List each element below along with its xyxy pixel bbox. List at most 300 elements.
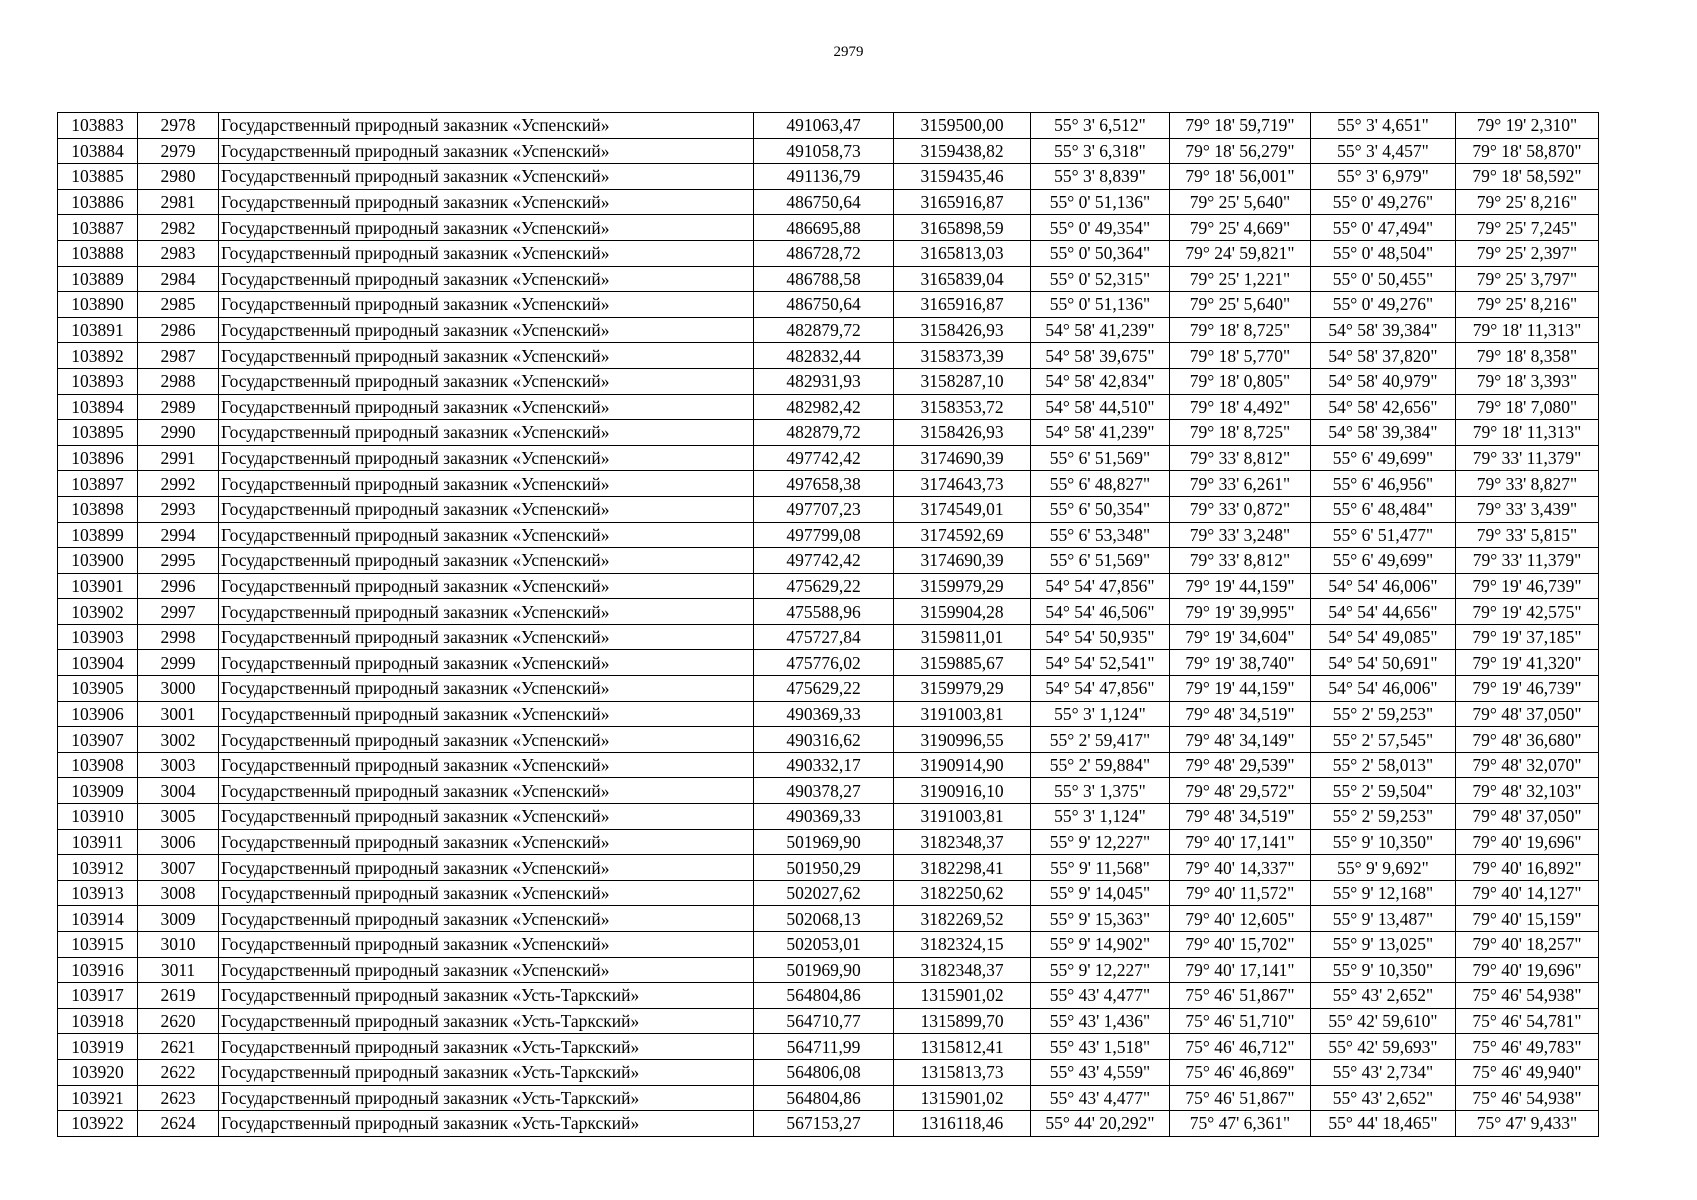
x-coordinate-cell: 497742,42	[754, 548, 894, 574]
y-coordinate-cell: 3182250,62	[894, 880, 1031, 906]
row-number-cell: 103914	[58, 906, 138, 932]
territory-name-cell: Государственный природный заказник «Успенский»	[219, 650, 754, 676]
row-number-cell: 103917	[58, 983, 138, 1009]
point-number-cell: 2620	[138, 1008, 219, 1034]
point-number-cell: 2995	[138, 548, 219, 574]
territory-name-cell: Государственный природный заказник «Успенский»	[219, 522, 754, 548]
point-number-cell: 2978	[138, 113, 219, 139]
latitude-1-cell: 55° 9' 15,363"	[1031, 906, 1170, 932]
table-row	[58, 138, 1599, 164]
y-coordinate-cell: 3158426,93	[894, 317, 1031, 343]
point-number-cell: 3008	[138, 880, 219, 906]
row-number-cell: 103893	[58, 368, 138, 394]
longitude-1-cell: 75° 47' 6,361"	[1170, 1111, 1311, 1137]
territory-name-cell: Государственный природный заказник «Успенский»	[219, 394, 754, 420]
row-number-cell: 103897	[58, 471, 138, 497]
latitude-1-cell: 55° 6' 53,348"	[1031, 522, 1170, 548]
table-row	[58, 624, 1599, 650]
table-row	[58, 292, 1599, 318]
y-coordinate-cell: 3165898,59	[894, 215, 1031, 241]
table-row	[58, 394, 1599, 420]
row-number-cell: 103884	[58, 138, 138, 164]
latitude-2-cell: 55° 43' 2,652"	[1311, 983, 1456, 1009]
row-number-cell: 103911	[58, 829, 138, 855]
y-coordinate-cell: 3190914,90	[894, 752, 1031, 778]
longitude-1-cell: 79° 48' 34,519"	[1170, 701, 1311, 727]
latitude-1-cell: 54° 54' 52,541"	[1031, 650, 1170, 676]
territory-name-cell: Государственный природный заказник «Успенский»	[219, 752, 754, 778]
longitude-1-cell: 79° 40' 17,141"	[1170, 957, 1311, 983]
territory-name-cell: Государственный природный заказник «Успенский»	[219, 471, 754, 497]
row-number-cell: 103902	[58, 599, 138, 625]
territory-name-cell: Государственный природный заказник «Успенский»	[219, 292, 754, 318]
latitude-1-cell: 55° 0' 51,136"	[1031, 292, 1170, 318]
table-row	[58, 113, 1599, 139]
longitude-2-cell: 79° 48' 36,680"	[1456, 727, 1599, 753]
longitude-1-cell: 79° 24' 59,821"	[1170, 240, 1311, 266]
table-row	[58, 445, 1599, 471]
longitude-2-cell: 79° 18' 11,313"	[1456, 317, 1599, 343]
row-number-cell: 103885	[58, 164, 138, 190]
latitude-1-cell: 55° 3' 8,839"	[1031, 164, 1170, 190]
longitude-1-cell: 79° 18' 56,279"	[1170, 138, 1311, 164]
longitude-2-cell: 75° 46' 54,938"	[1456, 983, 1599, 1009]
row-number-cell: 103896	[58, 445, 138, 471]
point-number-cell: 2985	[138, 292, 219, 318]
row-number-cell: 103887	[58, 215, 138, 241]
longitude-2-cell: 79° 25' 3,797"	[1456, 266, 1599, 292]
territory-name-cell: Государственный природный заказник «Успенский»	[219, 113, 754, 139]
longitude-1-cell: 79° 19' 44,159"	[1170, 573, 1311, 599]
longitude-2-cell: 79° 33' 11,379"	[1456, 445, 1599, 471]
x-coordinate-cell: 490332,17	[754, 752, 894, 778]
table-row	[58, 266, 1599, 292]
longitude-1-cell: 79° 33' 3,248"	[1170, 522, 1311, 548]
territory-name-cell: Государственный природный заказник «Успенский»	[219, 496, 754, 522]
table-row	[58, 189, 1599, 215]
table-row	[58, 1085, 1599, 1111]
x-coordinate-cell: 475776,02	[754, 650, 894, 676]
row-number-cell: 103895	[58, 420, 138, 446]
longitude-1-cell: 79° 18' 8,725"	[1170, 317, 1311, 343]
row-number-cell: 103905	[58, 676, 138, 702]
point-number-cell: 3007	[138, 855, 219, 881]
territory-name-cell: Государственный природный заказник «Успенский»	[219, 445, 754, 471]
longitude-1-cell: 79° 33' 8,812"	[1170, 548, 1311, 574]
latitude-2-cell: 54° 54' 49,085"	[1311, 624, 1456, 650]
latitude-1-cell: 54° 54' 47,856"	[1031, 573, 1170, 599]
x-coordinate-cell: 567153,27	[754, 1111, 894, 1137]
territory-name-cell: Государственный природный заказник «Успенский»	[219, 215, 754, 241]
longitude-1-cell: 79° 25' 5,640"	[1170, 292, 1311, 318]
table-row	[58, 829, 1599, 855]
point-number-cell: 3001	[138, 701, 219, 727]
row-number-cell: 103915	[58, 932, 138, 958]
longitude-2-cell: 79° 18' 7,080"	[1456, 394, 1599, 420]
latitude-2-cell: 55° 2' 59,253"	[1311, 701, 1456, 727]
latitude-2-cell: 55° 2' 58,013"	[1311, 752, 1456, 778]
longitude-2-cell: 79° 40' 16,892"	[1456, 855, 1599, 881]
y-coordinate-cell: 3165839,04	[894, 266, 1031, 292]
longitude-1-cell: 79° 40' 17,141"	[1170, 829, 1311, 855]
row-number-cell: 103900	[58, 548, 138, 574]
latitude-1-cell: 55° 43' 1,436"	[1031, 1008, 1170, 1034]
latitude-2-cell: 55° 2' 57,545"	[1311, 727, 1456, 753]
longitude-2-cell: 79° 40' 15,159"	[1456, 906, 1599, 932]
point-number-cell: 3006	[138, 829, 219, 855]
row-number-cell: 103922	[58, 1111, 138, 1137]
row-number-cell: 103909	[58, 778, 138, 804]
longitude-2-cell: 75° 46' 54,938"	[1456, 1085, 1599, 1111]
y-coordinate-cell: 3158426,93	[894, 420, 1031, 446]
latitude-2-cell: 55° 2' 59,253"	[1311, 804, 1456, 830]
x-coordinate-cell: 482982,42	[754, 394, 894, 420]
y-coordinate-cell: 1315901,02	[894, 1085, 1031, 1111]
longitude-1-cell: 79° 18' 4,492"	[1170, 394, 1311, 420]
latitude-2-cell: 55° 9' 12,168"	[1311, 880, 1456, 906]
latitude-2-cell: 54° 58' 42,656"	[1311, 394, 1456, 420]
point-number-cell: 2999	[138, 650, 219, 676]
longitude-2-cell: 79° 18' 58,870"	[1456, 138, 1599, 164]
latitude-2-cell: 55° 9' 9,692"	[1311, 855, 1456, 881]
row-number-cell: 103886	[58, 189, 138, 215]
longitude-2-cell: 79° 19' 41,320"	[1456, 650, 1599, 676]
latitude-2-cell: 55° 2' 59,504"	[1311, 778, 1456, 804]
point-number-cell: 2990	[138, 420, 219, 446]
latitude-1-cell: 55° 9' 12,227"	[1031, 829, 1170, 855]
y-coordinate-cell: 1315901,02	[894, 983, 1031, 1009]
y-coordinate-cell: 3165813,03	[894, 240, 1031, 266]
latitude-2-cell: 54° 58' 37,820"	[1311, 343, 1456, 369]
x-coordinate-cell: 486695,88	[754, 215, 894, 241]
latitude-2-cell: 54° 58' 39,384"	[1311, 317, 1456, 343]
longitude-1-cell: 79° 18' 56,001"	[1170, 164, 1311, 190]
y-coordinate-cell: 3159500,00	[894, 113, 1031, 139]
x-coordinate-cell: 564806,08	[754, 1059, 894, 1085]
x-coordinate-cell: 502053,01	[754, 932, 894, 958]
y-coordinate-cell: 1315899,70	[894, 1008, 1031, 1034]
table-row	[58, 932, 1599, 958]
point-number-cell: 2994	[138, 522, 219, 548]
longitude-1-cell: 75° 46' 46,712"	[1170, 1034, 1311, 1060]
latitude-2-cell: 55° 0' 48,504"	[1311, 240, 1456, 266]
longitude-2-cell: 79° 18' 58,592"	[1456, 164, 1599, 190]
y-coordinate-cell: 1315812,41	[894, 1034, 1031, 1060]
y-coordinate-cell: 3190996,55	[894, 727, 1031, 753]
latitude-1-cell: 55° 43' 4,559"	[1031, 1059, 1170, 1085]
longitude-1-cell: 79° 19' 34,604"	[1170, 624, 1311, 650]
latitude-1-cell: 55° 6' 51,569"	[1031, 548, 1170, 574]
longitude-1-cell: 75° 46' 46,869"	[1170, 1059, 1311, 1085]
latitude-1-cell: 55° 0' 51,136"	[1031, 189, 1170, 215]
point-number-cell: 2992	[138, 471, 219, 497]
x-coordinate-cell: 491058,73	[754, 138, 894, 164]
row-number-cell: 103908	[58, 752, 138, 778]
longitude-2-cell: 79° 25' 8,216"	[1456, 189, 1599, 215]
territory-name-cell: Государственный природный заказник «Успенский»	[219, 804, 754, 830]
longitude-2-cell: 79° 19' 46,739"	[1456, 573, 1599, 599]
latitude-1-cell: 54° 58' 39,675"	[1031, 343, 1170, 369]
table-row	[58, 343, 1599, 369]
y-coordinate-cell: 3165916,87	[894, 292, 1031, 318]
longitude-2-cell: 79° 48' 32,103"	[1456, 778, 1599, 804]
point-number-cell: 3005	[138, 804, 219, 830]
latitude-1-cell: 55° 43' 4,477"	[1031, 1085, 1170, 1111]
territory-name-cell: Государственный природный заказник «Успенский»	[219, 727, 754, 753]
table-row	[58, 676, 1599, 702]
table-row	[58, 1008, 1599, 1034]
latitude-2-cell: 55° 0' 49,276"	[1311, 292, 1456, 318]
table-row	[58, 215, 1599, 241]
x-coordinate-cell: 482931,93	[754, 368, 894, 394]
longitude-1-cell: 79° 33' 0,872"	[1170, 496, 1311, 522]
x-coordinate-cell: 486788,58	[754, 266, 894, 292]
table-row	[58, 778, 1599, 804]
y-coordinate-cell: 3182269,52	[894, 906, 1031, 932]
table-row	[58, 317, 1599, 343]
latitude-2-cell: 54° 54' 46,006"	[1311, 676, 1456, 702]
latitude-2-cell: 55° 9' 13,487"	[1311, 906, 1456, 932]
longitude-2-cell: 79° 19' 2,310"	[1456, 113, 1599, 139]
latitude-1-cell: 55° 9' 11,568"	[1031, 855, 1170, 881]
territory-name-cell: Государственный природный заказник «Успенский»	[219, 266, 754, 292]
longitude-1-cell: 75° 46' 51,867"	[1170, 1085, 1311, 1111]
point-number-cell: 2987	[138, 343, 219, 369]
row-number-cell: 103894	[58, 394, 138, 420]
latitude-2-cell: 55° 43' 2,734"	[1311, 1059, 1456, 1085]
territory-name-cell: Государственный природный заказник «Усть-Таркский»	[219, 1034, 754, 1060]
longitude-1-cell: 79° 33' 6,261"	[1170, 471, 1311, 497]
point-number-cell: 2989	[138, 394, 219, 420]
longitude-1-cell: 79° 48' 34,519"	[1170, 804, 1311, 830]
table-row	[58, 420, 1599, 446]
row-number-cell: 103889	[58, 266, 138, 292]
table-row	[58, 983, 1599, 1009]
point-number-cell: 3000	[138, 676, 219, 702]
x-coordinate-cell: 501950,29	[754, 855, 894, 881]
longitude-1-cell: 79° 25' 5,640"	[1170, 189, 1311, 215]
longitude-2-cell: 79° 19' 42,575"	[1456, 599, 1599, 625]
latitude-1-cell: 55° 2' 59,884"	[1031, 752, 1170, 778]
y-coordinate-cell: 3159438,82	[894, 138, 1031, 164]
longitude-2-cell: 75° 46' 49,783"	[1456, 1034, 1599, 1060]
point-number-cell: 2983	[138, 240, 219, 266]
latitude-2-cell: 55° 43' 2,652"	[1311, 1085, 1456, 1111]
longitude-2-cell: 79° 19' 37,185"	[1456, 624, 1599, 650]
longitude-1-cell: 75° 46' 51,710"	[1170, 1008, 1311, 1034]
latitude-1-cell: 55° 6' 48,827"	[1031, 471, 1170, 497]
longitude-1-cell: 79° 19' 39,995"	[1170, 599, 1311, 625]
latitude-1-cell: 55° 9' 14,902"	[1031, 932, 1170, 958]
x-coordinate-cell: 486750,64	[754, 292, 894, 318]
x-coordinate-cell: 502027,62	[754, 880, 894, 906]
longitude-1-cell: 79° 25' 1,221"	[1170, 266, 1311, 292]
y-coordinate-cell: 3190916,10	[894, 778, 1031, 804]
longitude-1-cell: 79° 40' 12,605"	[1170, 906, 1311, 932]
longitude-1-cell: 79° 33' 8,812"	[1170, 445, 1311, 471]
latitude-1-cell: 54° 54' 46,506"	[1031, 599, 1170, 625]
point-number-cell: 2982	[138, 215, 219, 241]
x-coordinate-cell: 491063,47	[754, 113, 894, 139]
longitude-1-cell: 79° 18' 5,770"	[1170, 343, 1311, 369]
latitude-2-cell: 55° 0' 49,276"	[1311, 189, 1456, 215]
latitude-2-cell: 54° 54' 44,656"	[1311, 599, 1456, 625]
longitude-2-cell: 79° 25' 2,397"	[1456, 240, 1599, 266]
y-coordinate-cell: 3182348,37	[894, 957, 1031, 983]
row-number-cell: 103920	[58, 1059, 138, 1085]
x-coordinate-cell: 486728,72	[754, 240, 894, 266]
latitude-1-cell: 55° 0' 49,354"	[1031, 215, 1170, 241]
y-coordinate-cell: 3174549,01	[894, 496, 1031, 522]
y-coordinate-cell: 3182298,41	[894, 855, 1031, 881]
y-coordinate-cell: 3159435,46	[894, 164, 1031, 190]
row-number-cell: 103907	[58, 727, 138, 753]
longitude-2-cell: 79° 33' 5,815"	[1456, 522, 1599, 548]
x-coordinate-cell: 490369,33	[754, 701, 894, 727]
territory-name-cell: Государственный природный заказник «Успенский»	[219, 138, 754, 164]
point-number-cell: 3003	[138, 752, 219, 778]
latitude-1-cell: 55° 9' 12,227"	[1031, 957, 1170, 983]
latitude-1-cell: 55° 3' 1,124"	[1031, 804, 1170, 830]
latitude-2-cell: 55° 0' 50,455"	[1311, 266, 1456, 292]
territory-name-cell: Государственный природный заказник «Успенский»	[219, 906, 754, 932]
longitude-2-cell: 79° 25' 7,245"	[1456, 215, 1599, 241]
latitude-2-cell: 55° 6' 51,477"	[1311, 522, 1456, 548]
longitude-1-cell: 79° 40' 11,572"	[1170, 880, 1311, 906]
table-row	[58, 599, 1599, 625]
latitude-2-cell: 55° 3' 6,979"	[1311, 164, 1456, 190]
latitude-2-cell: 55° 6' 48,484"	[1311, 496, 1456, 522]
row-number-cell: 103903	[58, 624, 138, 650]
territory-name-cell: Государственный природный заказник «Успенский»	[219, 164, 754, 190]
point-number-cell: 2997	[138, 599, 219, 625]
latitude-1-cell: 55° 9' 14,045"	[1031, 880, 1170, 906]
point-number-cell: 2996	[138, 573, 219, 599]
x-coordinate-cell: 482832,44	[754, 343, 894, 369]
row-number-cell: 103910	[58, 804, 138, 830]
row-number-cell: 103890	[58, 292, 138, 318]
longitude-2-cell: 79° 40' 19,696"	[1456, 829, 1599, 855]
territory-name-cell: Государственный природный заказник «Успенский»	[219, 855, 754, 881]
point-number-cell: 2622	[138, 1059, 219, 1085]
table-row	[58, 573, 1599, 599]
latitude-1-cell: 54° 54' 50,935"	[1031, 624, 1170, 650]
y-coordinate-cell: 3182348,37	[894, 829, 1031, 855]
table-row	[58, 650, 1599, 676]
territory-name-cell: Государственный природный заказник «Успенский»	[219, 957, 754, 983]
x-coordinate-cell: 497658,38	[754, 471, 894, 497]
row-number-cell: 103899	[58, 522, 138, 548]
point-number-cell: 2979	[138, 138, 219, 164]
row-number-cell: 103904	[58, 650, 138, 676]
table-row	[58, 727, 1599, 753]
y-coordinate-cell: 3165916,87	[894, 189, 1031, 215]
x-coordinate-cell: 490378,27	[754, 778, 894, 804]
point-number-cell: 2624	[138, 1111, 219, 1137]
territory-name-cell: Государственный природный заказник «Усть-Таркский»	[219, 1085, 754, 1111]
longitude-2-cell: 79° 48' 37,050"	[1456, 701, 1599, 727]
territory-name-cell: Государственный природный заказник «Усть-Таркский»	[219, 1111, 754, 1137]
point-number-cell: 2991	[138, 445, 219, 471]
territory-name-cell: Государственный природный заказник «Усть-Таркский»	[219, 1059, 754, 1085]
longitude-2-cell: 79° 18' 11,313"	[1456, 420, 1599, 446]
point-number-cell: 2619	[138, 983, 219, 1009]
latitude-1-cell: 54° 58' 42,834"	[1031, 368, 1170, 394]
y-coordinate-cell: 3174690,39	[894, 548, 1031, 574]
row-number-cell: 103888	[58, 240, 138, 266]
y-coordinate-cell: 3158373,39	[894, 343, 1031, 369]
x-coordinate-cell: 475629,22	[754, 573, 894, 599]
x-coordinate-cell: 490316,62	[754, 727, 894, 753]
y-coordinate-cell: 3174643,73	[894, 471, 1031, 497]
y-coordinate-cell: 3159885,67	[894, 650, 1031, 676]
latitude-2-cell: 55° 42' 59,693"	[1311, 1034, 1456, 1060]
latitude-1-cell: 54° 58' 44,510"	[1031, 394, 1170, 420]
row-number-cell: 103919	[58, 1034, 138, 1060]
table-row	[58, 957, 1599, 983]
point-number-cell: 2981	[138, 189, 219, 215]
longitude-1-cell: 79° 48' 29,572"	[1170, 778, 1311, 804]
y-coordinate-cell: 3191003,81	[894, 804, 1031, 830]
table-body	[58, 113, 1599, 1137]
x-coordinate-cell: 482879,72	[754, 420, 894, 446]
latitude-2-cell: 55° 42' 59,610"	[1311, 1008, 1456, 1034]
latitude-1-cell: 55° 3' 1,375"	[1031, 778, 1170, 804]
point-number-cell: 2623	[138, 1085, 219, 1111]
latitude-2-cell: 55° 6' 49,699"	[1311, 445, 1456, 471]
longitude-2-cell: 79° 25' 8,216"	[1456, 292, 1599, 318]
longitude-1-cell: 79° 19' 38,740"	[1170, 650, 1311, 676]
latitude-1-cell: 55° 6' 50,354"	[1031, 496, 1170, 522]
x-coordinate-cell: 475588,96	[754, 599, 894, 625]
page-number: 2979	[833, 44, 864, 60]
latitude-1-cell: 55° 0' 50,364"	[1031, 240, 1170, 266]
row-number-cell: 103916	[58, 957, 138, 983]
x-coordinate-cell: 490369,33	[754, 804, 894, 830]
y-coordinate-cell: 3174690,39	[894, 445, 1031, 471]
table-row	[58, 880, 1599, 906]
territory-name-cell: Государственный природный заказник «Усть-Таркский»	[219, 1008, 754, 1034]
longitude-2-cell: 79° 48' 37,050"	[1456, 804, 1599, 830]
latitude-2-cell: 54° 58' 39,384"	[1311, 420, 1456, 446]
y-coordinate-cell: 3159979,29	[894, 676, 1031, 702]
latitude-1-cell: 54° 58' 41,239"	[1031, 420, 1170, 446]
point-number-cell: 2988	[138, 368, 219, 394]
point-number-cell: 3004	[138, 778, 219, 804]
longitude-2-cell: 79° 40' 18,257"	[1456, 932, 1599, 958]
table-row	[58, 471, 1599, 497]
latitude-1-cell: 54° 58' 41,239"	[1031, 317, 1170, 343]
longitude-2-cell: 79° 33' 11,379"	[1456, 548, 1599, 574]
latitude-2-cell: 55° 3' 4,651"	[1311, 113, 1456, 139]
row-number-cell: 103892	[58, 343, 138, 369]
row-number-cell: 103883	[58, 113, 138, 139]
table-row	[58, 752, 1599, 778]
longitude-2-cell: 79° 18' 8,358"	[1456, 343, 1599, 369]
territory-name-cell: Государственный природный заказник «Успенский»	[219, 932, 754, 958]
latitude-2-cell: 55° 6' 46,956"	[1311, 471, 1456, 497]
territory-name-cell: Государственный природный заказник «Успенский»	[219, 368, 754, 394]
row-number-cell: 103906	[58, 701, 138, 727]
table-row	[58, 522, 1599, 548]
territory-name-cell: Государственный природный заказник «Успенский»	[219, 240, 754, 266]
latitude-2-cell: 55° 6' 49,699"	[1311, 548, 1456, 574]
territory-name-cell: Государственный природный заказник «Успенский»	[219, 701, 754, 727]
latitude-2-cell: 54° 54' 46,006"	[1311, 573, 1456, 599]
longitude-1-cell: 79° 48' 34,149"	[1170, 727, 1311, 753]
longitude-2-cell: 75° 46' 54,781"	[1456, 1008, 1599, 1034]
table-row	[58, 1111, 1599, 1137]
